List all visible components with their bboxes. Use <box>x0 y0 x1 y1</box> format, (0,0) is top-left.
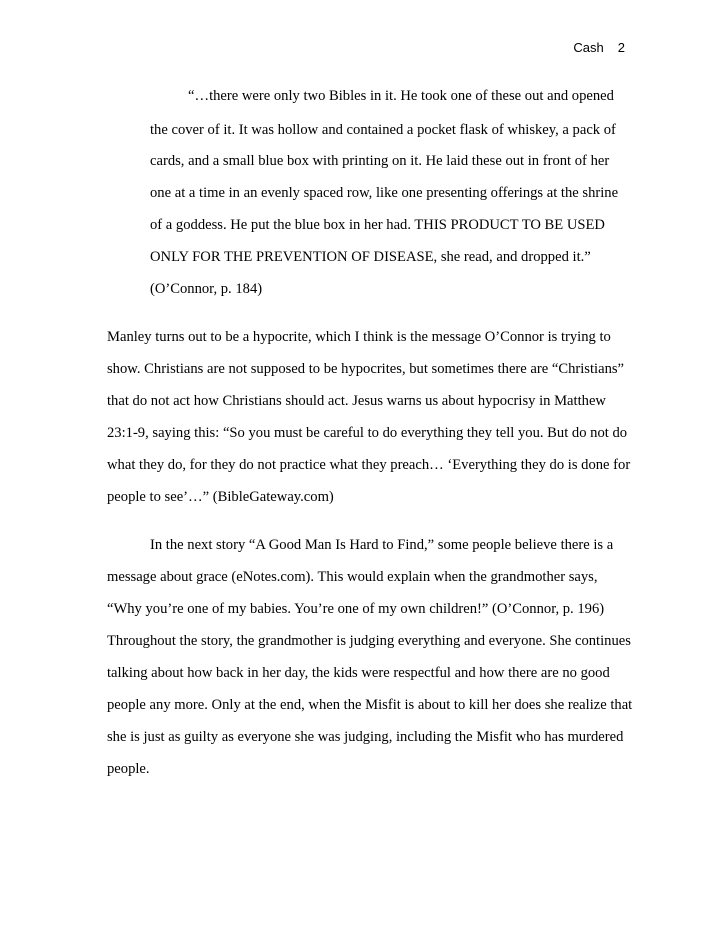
block-quote-line: of a goddess. He put the blue box in her had. THIS PRODUCT TO BE USED <box>150 217 605 233</box>
page-header <box>573 40 625 56</box>
block-quote-line: ONLY FOR THE PREVENTION OF DISEASE, she read, and dropped it.” <box>150 249 591 265</box>
paragraph-line: 23:1-9, saying this: “So you must be careful to do everything they tell you. But do not do <box>107 425 628 441</box>
paragraph-line: In the next story “A Good Man Is Hard to Find,” some people believe there is a <box>150 537 614 553</box>
paragraph-line: “Why you’re one of my babies. You’re one of my own children!” (O’Connor, p. 196) <box>107 601 605 617</box>
paragraph-line: people to see’…” (BibleGateway.com) <box>107 489 334 505</box>
block-quote-line: (O’Connor, p. 184) <box>150 281 263 297</box>
block-quote-line: one at a time in an evenly spaced row, like one presenting offerings at the shrine <box>150 185 619 201</box>
paragraph-line: show. Christians are not supposed to be hypocrites, but sometimes there are “Christians” <box>107 361 625 377</box>
block-quote-line: “…there were only two Bibles in it. He took one of these out and opened <box>188 88 614 104</box>
block-quote-line: the cover of it. It was hollow and contained a pocket flask of whiskey, a pack of <box>150 122 616 138</box>
paragraph-line: talking about how back in her day, the kids were respectful and how there are no good <box>107 665 610 681</box>
paragraph-line: Throughout the story, the grandmother is judging everything and everyone. She continues <box>107 633 631 649</box>
header-page-number: 2 <box>617 40 625 55</box>
paragraph-line: message about grace (eNotes.com). This would explain when the grandmother says, <box>107 569 598 585</box>
paragraph-line: that do not act how Christians should act. Jesus warns us about hypocrisy in Matthew <box>107 393 606 409</box>
paragraph-line: she is just as guilty as everyone she was judging, including the Misfit who has murdered <box>107 729 624 745</box>
block-quote-line: cards, and a small blue box with printing on it. He laid these out in front of her <box>150 153 610 169</box>
header-author: Cash <box>573 40 604 55</box>
paragraph-line: people. <box>107 761 150 777</box>
paragraph-line: Manley turns out to be a hypocrite, which I think is the message O’Connor is trying to <box>107 329 611 345</box>
paragraph-line: what they do, for they do not practice what they preach… ‘Everything they do is done for <box>107 457 631 473</box>
paragraph-line: people any more. Only at the end, when the Misfit is about to kill her does she realize that <box>107 697 633 713</box>
